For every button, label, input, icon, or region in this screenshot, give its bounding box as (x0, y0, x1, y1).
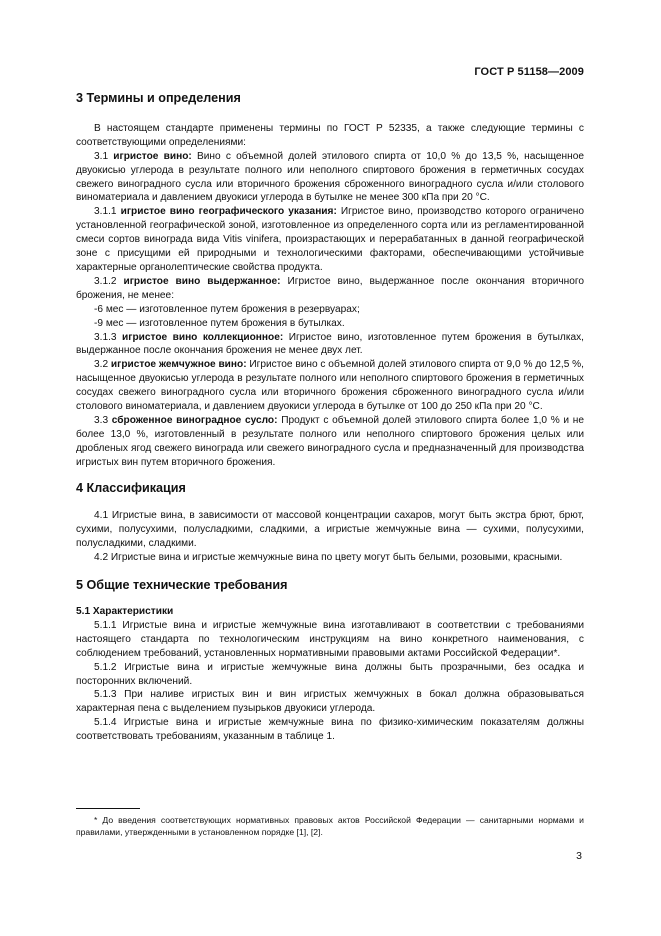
term-name: сброженное виноградное сусло: (111, 414, 278, 426)
term-definition: Игристое вино, производство которого ограничено установленной географической зоной, изготовленное из определенного сорта или из регламентированной смеси сортов винограда вида Vitis vinifera, произрастающих и перерабатанных в данной географической зоне с присущими ей природными и технологическими факторами, обеспечивающими устойчивые характерные органолептические свойства продукта. (76, 206, 584, 273)
paragraph-5-1-2: 5.1.2 Игристые вина и игристые жемчужные вина должны быть прозрачными, без осадка и посторонних включений. (76, 661, 584, 687)
footnote-divider (76, 808, 140, 809)
term-number: 3.1.1 (94, 206, 121, 218)
term-definition: Вино с объемной долей этилового спирта от 10,0 % до 13,5 %, насыщенное двуокисью углерода в результате полного или неполного спиртового брожения в герметичных сосудах свежего виноградного сусла или вторичного брожения сброженного виноградного сусла и/или столового виноматериала и давлением двуокиси углерода в бутылке не менее 300 кПа при 20 °С. (76, 150, 584, 204)
term-number: 3.1 (94, 150, 114, 162)
paragraph-5-1-1: 5.1.1 Игристые вина и игристые жемчужные вина изготавливают в соответствии с требованиями настоящего стандарта по технологическим инструкциям на вино конкретного наименования, с соблюдением требований, установленных нормативными правовыми актами Российской Федерации*. (76, 619, 584, 659)
section-5-heading: 5 Общие технические требования (76, 578, 288, 593)
paragraph-5-1-4: 5.1.4 Игристые вина и игристые жемчужные вина по физико-химическим показателям должны соответствовать требованиям, указанным в таблице 1. (76, 717, 584, 743)
paragraph-4-1: 4.1 Игристые вина, в зависимости от массовой концентрации сахаров, могут быть экстра брют, брют, сухими, полусухими, полусладкими, сладкими, а игристые жемчужные вина — сухими, полусухими, полусладкими, сладкими. (76, 510, 584, 550)
term-3-1 (76, 150, 584, 206)
term-definition: Продукт с объемной долей этилового спирта более 1,0 % и не более 13,0 %, изготовленный в результате полного или неполного спиртового брожения целых или дробленых ягод свежего винограда или свежего виноградного сусла и предназначенный для производства игристых вин путем вторичного брожения. (76, 414, 584, 468)
footnote (76, 814, 584, 838)
term-number: 3.1.3 (94, 331, 123, 343)
term-definition: Игристое вино с объемной долей этилового спирта от 9,0 % до 12,5 %, насыщенное двуокисью углерода в результате полного или неполного спиртового брожения в герметичных сосудах свежего виноградного сусла или вторичного брожения сброженного виноградного сусла и/или столового виноматериала, и давлением двуокиси углерода в бутылке от 100 до 250 кПа при 20 °С. (76, 359, 584, 413)
subsection-5-1-heading: 5.1 Характеристики (76, 606, 174, 617)
term-definition: Игристое вино, изготовленное путем брожения в бутылках, выдержанное после окончания брожения не менее двух лет. (76, 331, 584, 357)
list-item: -6 мес — изготовленное путем брожения в резервуарах; (94, 303, 360, 315)
term-name: игристое вино: (113, 150, 192, 162)
footnote-text: * До введения соответствующих нормативных правовых актов Российской Федерации — санитарными нормами и правилами, утвержденными в установленном порядке [1], [2]. (76, 815, 584, 838)
term-number: 3.3 (94, 414, 112, 426)
section-3-intro: В настоящем стандарте применены термины по ГОСТ Р 52335, а также следующие термины с соответствующими определениями: (76, 122, 584, 148)
paragraph-4-2: 4.2 Игристые вина и игристые жемчужные вина по цвету могут быть белыми, розовыми, красными. (94, 552, 563, 564)
term-3-3 (76, 414, 584, 470)
term-3-1-3 (76, 331, 584, 359)
term-number: 3.2 (94, 359, 111, 371)
term-3-1-2 (76, 275, 584, 303)
list-item: -9 мес — изготовленное путем брожения в бутылках. (94, 317, 345, 329)
paragraph-5-1-3: 5.1.3 При наливе игристых вин и вин игристых жемчужных в бокал должна образовываться характерная пена с выделением пузырьков двуокиси углерода. (76, 689, 584, 715)
term-3-2 (76, 358, 584, 414)
section-4-heading: 4 Классификация (76, 480, 186, 495)
term-name: игристое вино выдержанное: (123, 275, 281, 287)
page-number: 3 (576, 850, 582, 862)
page-content (76, 92, 584, 744)
term-name: игристое жемчужное вино: (110, 359, 247, 371)
term-name: игристое вино географического указания: (120, 206, 337, 218)
standard-header: ГОСТ Р 51158—2009 (474, 66, 584, 78)
term-number: 3.1.2 (94, 275, 124, 287)
section-3-heading: 3 Термины и определения (76, 91, 241, 105)
term-name: игристое вино коллекционное: (122, 331, 284, 343)
term-3-1-1 (76, 205, 584, 275)
term-definition: Игристое вино, выдержанное после окончания вторичного брожения, не менее: (76, 275, 584, 301)
